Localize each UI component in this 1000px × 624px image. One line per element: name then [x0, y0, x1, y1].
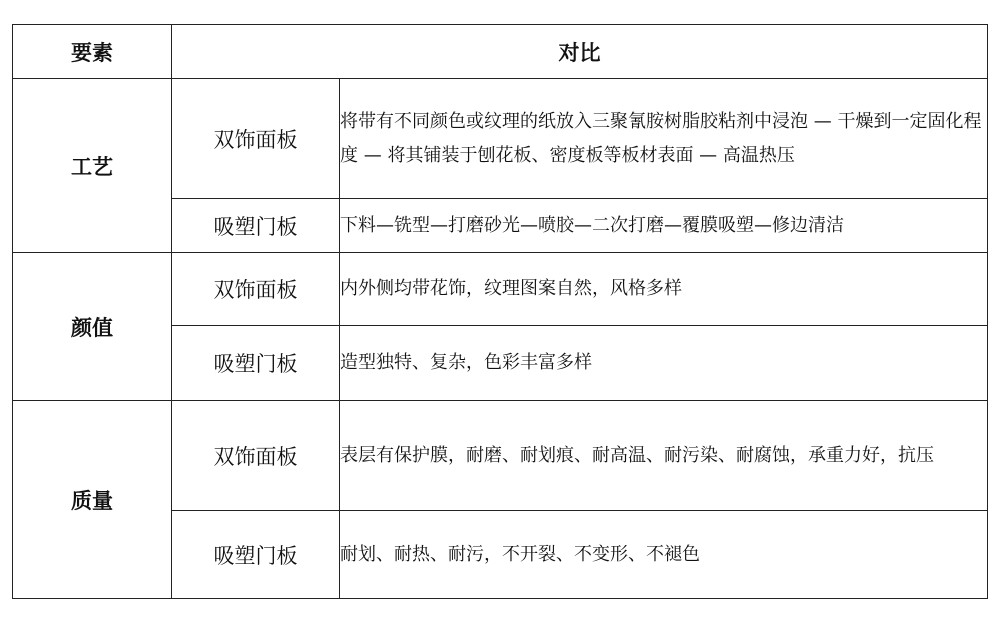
- item-cell: 吸塑门板: [172, 511, 340, 599]
- table-row: [13, 401, 988, 511]
- header-row: [13, 25, 988, 79]
- category-cell-quality: 质量: [13, 401, 172, 599]
- description-cell: 造型独特、复杂，色彩丰富多样: [340, 326, 988, 401]
- description-cell: 下料—铣型—打磨砂光—喷胶—二次打磨—覆膜吸塑—修边清洁: [340, 199, 988, 253]
- item-cell: 双饰面板: [172, 79, 340, 199]
- category-cell-appearance: 颜值: [13, 253, 172, 401]
- description-cell: 将带有不同颜色或纹理的纸放入三聚氰胺树脂胶粘剂中浸泡 — 干燥到一定固化程度 — 将其铺装于刨花板、密度板等板材表面 — 高温热压: [340, 79, 988, 199]
- description-cell: 耐划、耐热、耐污，不开裂、不变形、不褪色: [340, 511, 988, 599]
- table-row: [13, 253, 988, 326]
- header-element: 要素: [13, 25, 172, 79]
- category-cell-craft: 工艺: [13, 79, 172, 253]
- table-row: [13, 79, 988, 199]
- header-comparison: 对比: [172, 25, 988, 79]
- item-cell: 吸塑门板: [172, 199, 340, 253]
- item-cell: 双饰面板: [172, 401, 340, 511]
- comparison-table: [12, 24, 988, 599]
- description-cell: 表层有保护膜，耐磨、耐划痕、耐高温、耐污染、耐腐蚀，承重力好，抗压: [340, 401, 988, 511]
- description-cell: 内外侧均带花饰，纹理图案自然，风格多样: [340, 253, 988, 326]
- item-cell: 双饰面板: [172, 253, 340, 326]
- item-cell: 吸塑门板: [172, 326, 340, 401]
